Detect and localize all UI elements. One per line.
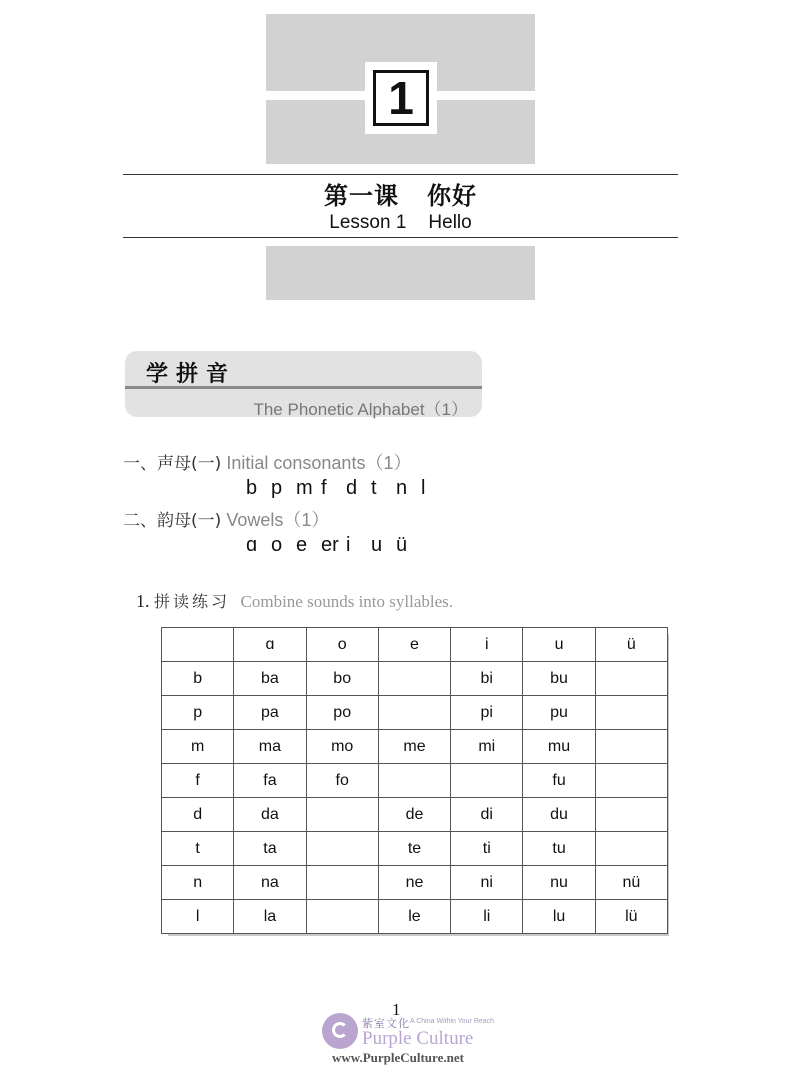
syllable-cell: [378, 662, 450, 696]
table-row: [162, 866, 668, 900]
syllable-cell: ni: [451, 866, 523, 900]
logo-tagline: A China Within Your Reach: [410, 1018, 495, 1025]
header-cell: ɑ: [234, 628, 306, 662]
header-cell: [162, 628, 234, 662]
syllable-cell: [595, 730, 667, 764]
syllable-cell: [595, 832, 667, 866]
syllable-cell: nü: [595, 866, 667, 900]
syllable-cell: me: [378, 730, 450, 764]
lesson-title-en-part2: Hello: [428, 212, 472, 233]
exercise-number: 1.: [136, 591, 150, 611]
vowels-label-cn: 二、韵母(一): [123, 511, 222, 531]
vowel-letter: i: [346, 534, 351, 556]
lesson-title-cn-part1: 第一课: [324, 182, 399, 210]
table-row: [162, 900, 668, 934]
header-grey-block-bottom: [266, 246, 535, 300]
lesson-number-box: [365, 62, 437, 134]
syllable-cell: [306, 900, 378, 934]
syllable-table: [161, 627, 668, 934]
table-header-row: [162, 628, 668, 662]
syllable-cell: ta: [234, 832, 306, 866]
syllable-cell: te: [378, 832, 450, 866]
vowels-letters: [246, 534, 421, 557]
exercise-title-cn: 拼读练习: [154, 592, 231, 611]
logo-url: www.PurpleCulture.net: [332, 1050, 464, 1065]
lesson-title-en: [123, 212, 678, 234]
syllable-cell: bo: [306, 662, 378, 696]
syllable-cell: ba: [234, 662, 306, 696]
syllable-cell: [595, 696, 667, 730]
row-initial-cell: n: [162, 866, 234, 900]
lesson-title-cn: [123, 176, 678, 211]
syllable-cell: [306, 798, 378, 832]
table-row: [162, 662, 668, 696]
vowel-letter: o: [271, 534, 283, 556]
syllable-cell: ti: [451, 832, 523, 866]
syllable-cell: mi: [451, 730, 523, 764]
syllable-cell: [595, 798, 667, 832]
table-row: [162, 798, 668, 832]
syllable-cell: [378, 764, 450, 798]
initials-label-cn: 一、声母(一): [123, 454, 222, 474]
section-title-en: The Phonetic Alphabet（1）: [253, 400, 468, 419]
row-initial-cell: p: [162, 696, 234, 730]
syllable-cell: pi: [451, 696, 523, 730]
syllable-cell: [306, 866, 378, 900]
lesson-title-cn-part2: 你好: [427, 182, 477, 210]
syllable-cell: bu: [523, 662, 595, 696]
initial-letter: f: [321, 477, 327, 499]
syllable-cell: ma: [234, 730, 306, 764]
vowel-letter: ɑ: [246, 534, 258, 556]
syllable-cell: la: [234, 900, 306, 934]
row-initial-cell: d: [162, 798, 234, 832]
syllable-cell: de: [378, 798, 450, 832]
title-rule-bottom: [123, 237, 678, 238]
syllable-cell: ne: [378, 866, 450, 900]
lesson-number: 1: [373, 70, 429, 126]
syllable-cell: bi: [451, 662, 523, 696]
table-row: [162, 832, 668, 866]
vowel-letter: ü: [396, 534, 408, 556]
syllable-cell: mu: [523, 730, 595, 764]
initial-letter: n: [396, 477, 408, 499]
vowel-letter: er: [321, 534, 339, 556]
logo-brand-name: Purple Culture: [362, 1028, 474, 1049]
initial-letter: m: [296, 477, 313, 499]
lesson-title-en-part1: Lesson 1: [329, 212, 407, 233]
table-row: [162, 764, 668, 798]
syllable-cell: [378, 696, 450, 730]
syllable-cell: li: [451, 900, 523, 934]
syllable-cell: fu: [523, 764, 595, 798]
syllable-cell: nu: [523, 866, 595, 900]
syllable-cell: pu: [523, 696, 595, 730]
syllable-cell: [451, 764, 523, 798]
syllable-cell: [306, 832, 378, 866]
vowel-letter: u: [371, 534, 383, 556]
vowels-heading: [123, 506, 329, 532]
title-rule-top: [123, 174, 678, 175]
syllable-cell: fa: [234, 764, 306, 798]
syllable-cell: po: [306, 696, 378, 730]
initial-letter: b: [246, 477, 258, 499]
exercise-title-en: Combine sounds into syllables.: [240, 592, 454, 611]
page-number: 1: [392, 1000, 401, 1019]
initial-letter: t: [371, 477, 377, 499]
syllable-cell: le: [378, 900, 450, 934]
header-cell: o: [306, 628, 378, 662]
row-initial-cell: b: [162, 662, 234, 696]
row-initial-cell: t: [162, 832, 234, 866]
initial-letter: l: [421, 477, 426, 499]
logo-swirl-icon: [332, 1022, 348, 1038]
initials-label-en: Initial consonants（1）: [226, 453, 412, 473]
syllable-cell: di: [451, 798, 523, 832]
syllable-cell: mo: [306, 730, 378, 764]
vowels-label-en: Vowels（1）: [226, 510, 330, 530]
table-row: [162, 696, 668, 730]
exercise-title: [136, 589, 453, 612]
syllable-cell: pa: [234, 696, 306, 730]
header-cell: u: [523, 628, 595, 662]
syllable-cell: da: [234, 798, 306, 832]
header-cell: ü: [595, 628, 667, 662]
syllable-cell: du: [523, 798, 595, 832]
logo-text-cn: 紫室文化: [362, 1017, 410, 1030]
header-cell: e: [378, 628, 450, 662]
initials-letters: [246, 477, 446, 500]
row-initial-cell: l: [162, 900, 234, 934]
row-initial-cell: m: [162, 730, 234, 764]
section-title-cn: 学拼音: [146, 362, 237, 387]
table-row: [162, 730, 668, 764]
syllable-cell: fo: [306, 764, 378, 798]
initial-letter: p: [271, 477, 283, 499]
syllable-cell: tu: [523, 832, 595, 866]
vowel-letter: e: [296, 534, 308, 556]
header-cell: i: [451, 628, 523, 662]
syllable-cell: [595, 764, 667, 798]
syllable-cell: lu: [523, 900, 595, 934]
syllable-cell: lü: [595, 900, 667, 934]
syllable-cell: [595, 662, 667, 696]
syllable-cell: na: [234, 866, 306, 900]
row-initial-cell: f: [162, 764, 234, 798]
initials-heading: [123, 449, 411, 475]
initial-letter: d: [346, 477, 358, 499]
